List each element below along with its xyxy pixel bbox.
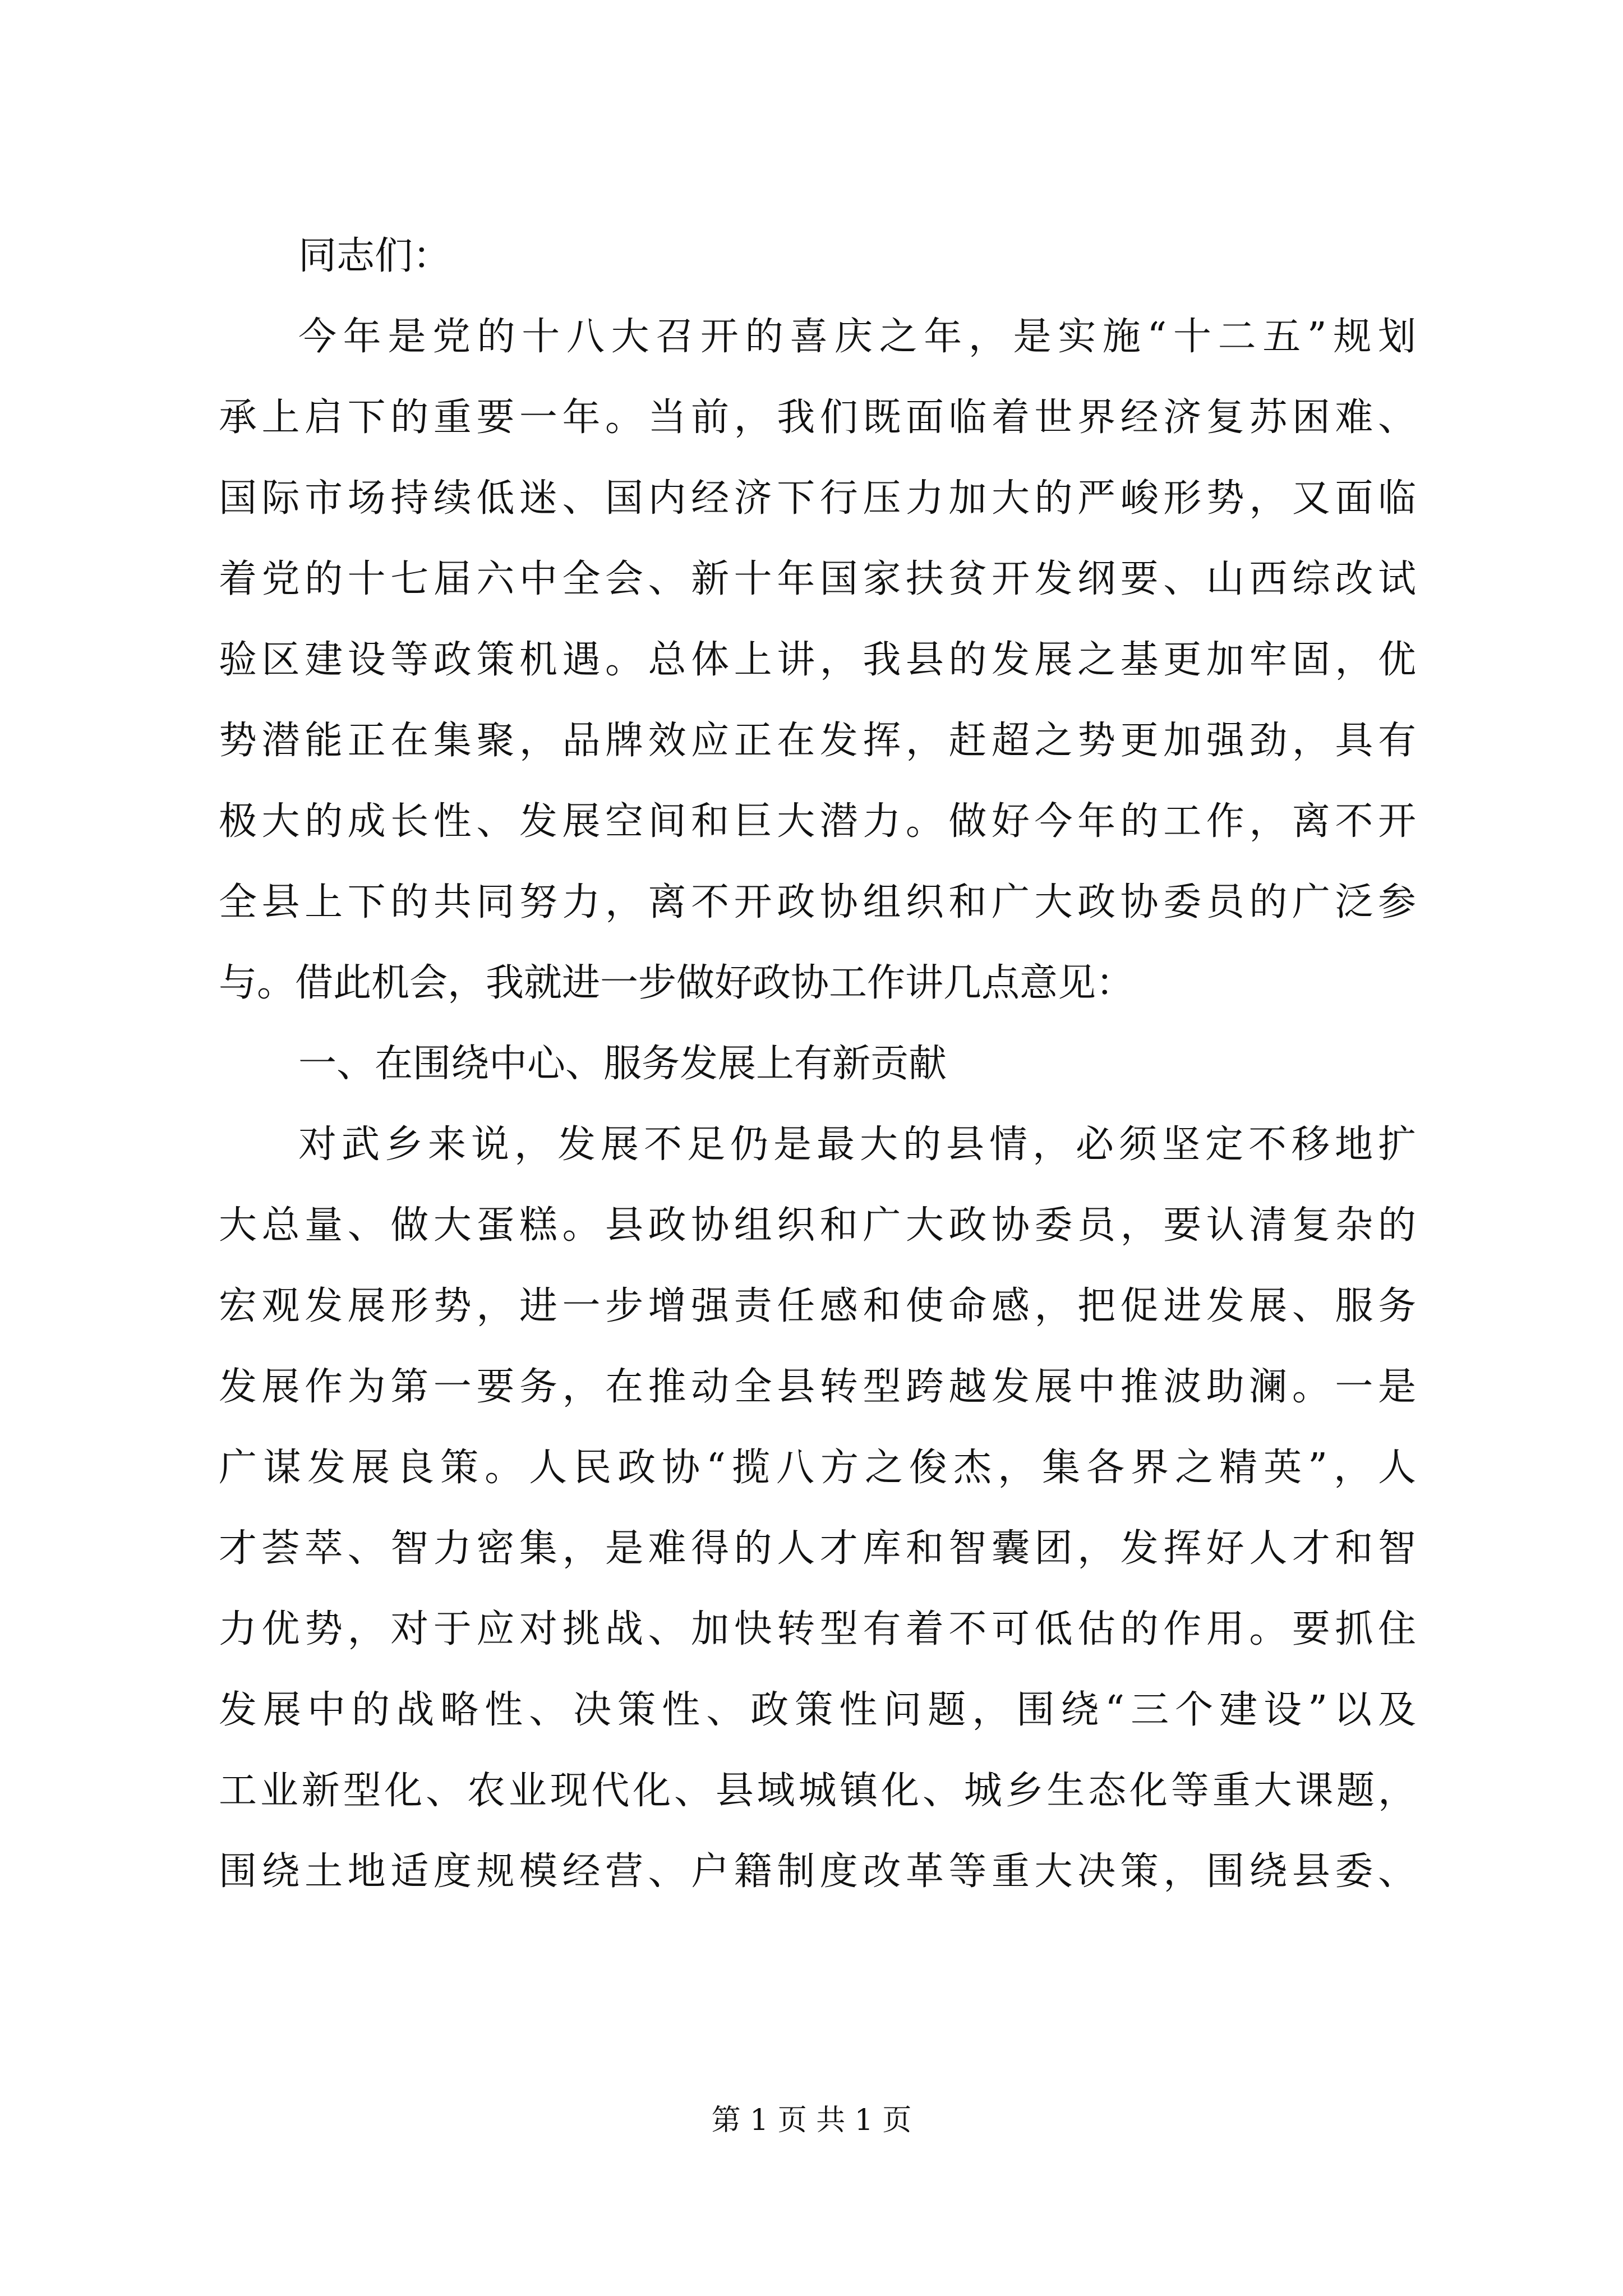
paragraph-line: 才荟萃、智力密集，是难得的人才库和智囊团，发挥好人才和智: [219, 1526, 1416, 1571]
paragraph-line: 宏观发展形势，进一步增强责任感和使命感，把促进发展、服务: [219, 1284, 1416, 1328]
paragraph-line: 广谋发展良策。人民政协“揽八方之俊杰，集各界之精英”，人: [219, 1446, 1416, 1490]
paragraph-line: 与。借此机会，我就进一步做好政协工作讲几点意见：: [219, 961, 1135, 1005]
paragraph-line: 全县上下的共同努力，离不开政协组织和广大政协委员的广泛参: [219, 880, 1416, 924]
paragraph-line: 大总量、做大蛋糕。县政协组织和广大政协委员，要认清复杂的: [219, 1203, 1416, 1248]
salutation-line: 同志们：: [298, 234, 451, 278]
paragraph-line: 承上启下的重要一年。当前，我们既面临着世界经济复苏困难、: [219, 395, 1416, 440]
paragraph-line: 发展中的战略性、决策性、政策性问题，围绕“三个建设”以及: [219, 1688, 1416, 1732]
paragraph-line: 今年是党的十八大召开的喜庆之年，是实施“十二五”规划: [298, 315, 1416, 359]
paragraph-line: 力优势，对于应对挑战、加快转型有着不可低估的作用。要抓住: [219, 1607, 1416, 1651]
paragraph-line: 极大的成长性、发展空间和巨大潜力。做好今年的工作，离不开: [219, 799, 1416, 844]
paragraph-line: 势潜能正在集聚，品牌效应正在发挥，赶超之势更加强劲，具有: [219, 719, 1416, 763]
paragraph-line: 发展作为第一要务，在推动全县转型跨越发展中推波助澜。一是: [219, 1365, 1416, 1409]
paragraph-line: 国际市场持续低迷、国内经济下行压力加大的严峻形势，又面临: [219, 476, 1416, 521]
page-footer: 第 1 页 共 1 页: [711, 2104, 912, 2137]
paragraph-line: 着党的十七届六中全会、新十年国家扶贫开发纲要、山西综改试: [219, 557, 1416, 601]
paragraph-line: 对武乡来说，发展不足仍是最大的县情，必须坚定不移地扩: [298, 1122, 1416, 1167]
document-body: [219, 216, 1416, 1912]
section-heading: 一、在围绕中心、服务发展上有新贡献: [298, 1042, 947, 1086]
paragraph-line: 验区建设等政策机遇。总体上讲，我县的发展之基更加牢固，优: [219, 638, 1416, 682]
paragraph-line: 工业新型化、农业现代化、县域城镇化、城乡生态化等重大课题，: [219, 1769, 1416, 1813]
paragraph-line: 围绕土地适度规模经营、户籍制度改革等重大决策，围绕县委、: [219, 1849, 1416, 1894]
